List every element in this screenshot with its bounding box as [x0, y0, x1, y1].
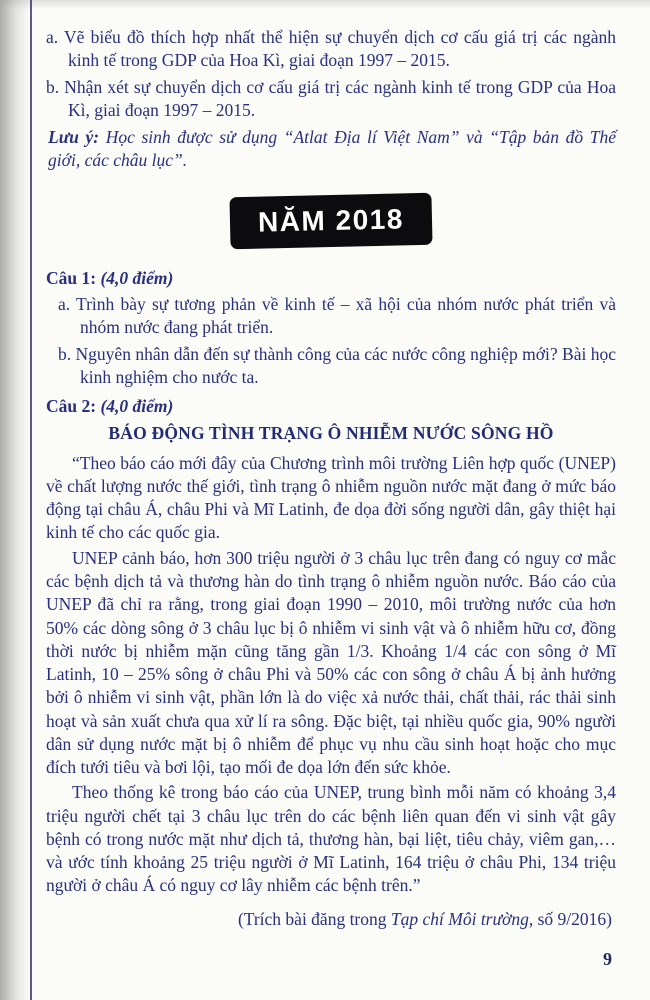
article-source-prefix: (Trích bài đăng trong	[237, 908, 391, 929]
question1-heading	[46, 267, 616, 290]
question2-points: (4,0 điểm)	[96, 396, 174, 417]
question1-item-a	[58, 293, 616, 340]
question1-item-a-text: Trình bày sự tương phản về kinh tế – xã hội của nhóm nước phát triển và nhóm nước đang phát triển.	[76, 294, 616, 338]
article-source-suffix: , số 9/2016)	[528, 908, 612, 929]
note-text: Học sinh được sử dụng “Atlat Địa lí Việt Nam” và “Tập bản đồ Thế giới, các châu lục”.	[48, 127, 616, 171]
page-content	[46, 26, 616, 931]
question1-items	[58, 293, 616, 389]
note	[46, 126, 616, 173]
page-number: 9	[603, 949, 612, 969]
question2-heading	[46, 395, 616, 418]
article-paragraph-3: Theo thống kê trong báo cáo của UNEP, trung bình mỗi năm có khoảng 3,4 triệu người chết tại 3 châu lục trên do các bệnh liên quan đến vi sinh vật gây bệnh có trong nước mặt như dịch tả, thương hàn, bại liệt, tiêu chảy, viêm gan,… và ước tính khoảng 25 triệu người ở Mĩ Latinh, 164 triệu ở châu Phi, 134 triệu người ở châu Á có nguy cơ lây nhiễm các bệnh trên.”	[46, 782, 616, 896]
intro-item-b-text: Nhận xét sự chuyển dịch cơ cấu giá trị các ngành kinh tế trong GDP của Hoa Kì, giai đoạn 1997 – 2015.	[64, 76, 617, 120]
intro-item-a-text: Vẽ biểu đồ thích hợp nhất thể hiện sự chuyển dịch cơ cấu giá trị các ngành kinh tế trong GDP của Hoa Kì, giai đoạn 1997 – 2015.	[64, 27, 616, 71]
question1-item-b	[58, 343, 616, 390]
article-paragraph-2: UNEP cảnh báo, hơn 300 triệu người ở 3 châu lục trên đang có nguy cơ mắc các bệnh dịch tả và thương hàn do tình trạng ô nhiễm nguồn nước. Báo cáo của UNEP đã chỉ ra rằng, trong giai đoạn 1990 – 2010, môi trường nước của hơn 50% các dòng sông ở 3 châu lục bị ô nhiễm vi sinh vật và ô nhiễm hữu cơ, đồng thời nước bị nhiễm mặn cũng tăng gần 1/3. Khoảng 1/4 các con sông ở Mĩ Latinh, 10 – 25% sông ở châu Phi và 50% các con sông ở châu Á bị ảnh hưởng bởi ô nhiễm vi sinh vật, phần lớn là do việc xả nước thải, chất thải, rác thải sinh hoạt và sản xuất chưa qua xử lí ra sông. Đặc biệt, tại nhiều quốc gia, 90% người dân sử dụng nước mặt bị ô nhiễm để phục vụ nhu cầu sinh hoạt hoặc cho mục đích tưới tiêu và bơi lội, tạo mối đe dọa lớn đến sức khỏe.	[46, 547, 616, 778]
question1-item-a-label: a.	[58, 294, 71, 315]
scan-shadow-top	[0, 0, 650, 10]
scan-shadow-left	[0, 0, 30, 1000]
margin-rule-line	[30, 0, 32, 1000]
intro-item-b-label: b.	[46, 76, 60, 97]
intro-item-a	[46, 26, 616, 73]
question1-points: (4,0 điểm)	[96, 267, 174, 288]
article-source	[46, 908, 616, 931]
article-paragraph-1: “Theo báo cáo mới đây của Chương trình môi trường Liên hợp quốc (UNEP) về chất lượng nước thế giới, tình trạng ô nhiễm nguồn nước mặt đang ở mức báo động tại châu Á, châu Phi và Mĩ Latinh, đe dọa đời sống người dân, gây thiệt hại kinh tế cho các quốc gia.	[46, 452, 616, 543]
question2-label: Câu 2:	[46, 396, 97, 417]
article-title: BÁO ĐỘNG TÌNH TRẠNG Ô NHIỄM NƯỚC SÔNG HỒ	[108, 423, 554, 444]
year-banner-wrap	[46, 195, 616, 247]
intro-item-b	[46, 76, 616, 123]
intro-item-a-label: a.	[46, 27, 59, 47]
note-label: Lưu ý:	[48, 127, 100, 148]
question1-item-b-text: Nguyên nhân dẫn đến sự thành công của các nước công nghiệp mới? Bài học kinh nghiệm cho nước ta.	[75, 343, 616, 387]
question1-item-b-label: b.	[58, 343, 72, 364]
year-banner: NĂM 2018	[230, 192, 433, 249]
question1-label: Câu 1:	[46, 267, 97, 288]
article-source-journal: Tạp chí Môi trường	[390, 908, 529, 929]
